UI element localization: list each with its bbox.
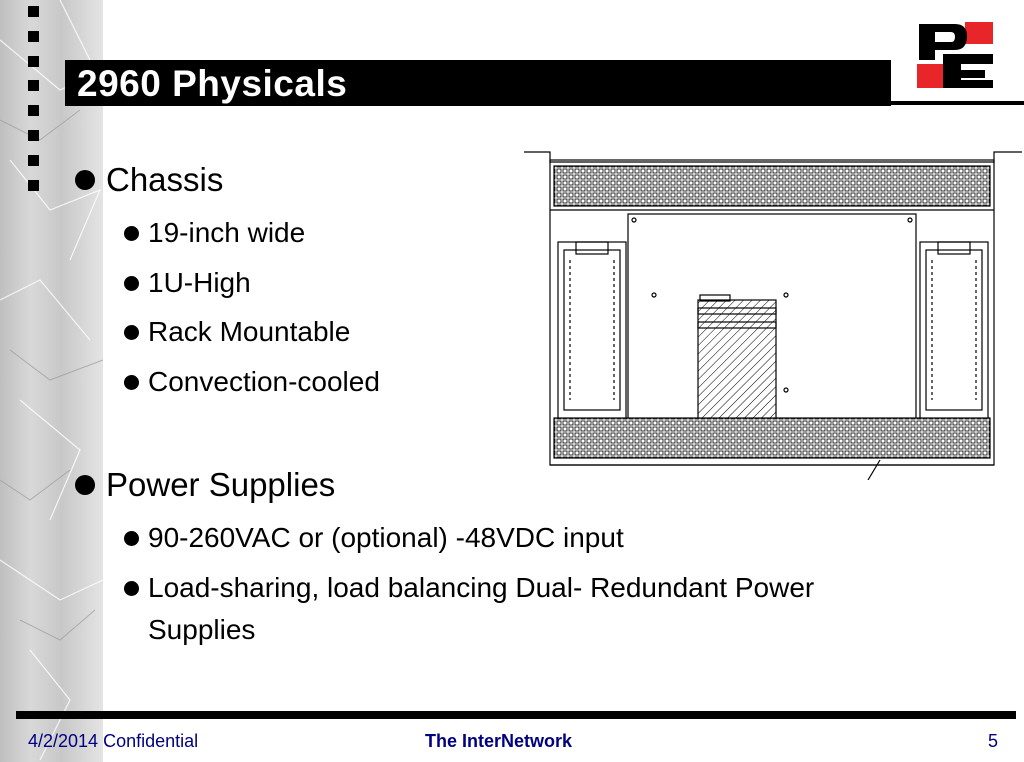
bullet-square — [28, 130, 39, 141]
section-heading: Chassis — [106, 161, 224, 198]
bullet-square — [28, 56, 39, 67]
page-number: 5 — [988, 731, 999, 751]
list-item — [124, 517, 884, 559]
list-item-text: 19-inch wide — [148, 217, 306, 248]
chassis-diagram — [520, 150, 1024, 480]
bullet-square — [28, 80, 39, 91]
bullet-square — [28, 105, 39, 116]
bullet-dot — [124, 581, 139, 596]
bullet-square — [28, 31, 39, 42]
bullet-dot — [124, 325, 139, 340]
marble-sidebar — [0, 0, 103, 762]
bullet-dot — [75, 170, 95, 190]
footer-company: The InterNetwork — [425, 731, 573, 751]
list-item-text: Rack Mountable — [148, 316, 351, 347]
list-item-text: 1U-High — [148, 267, 251, 298]
bullet-square — [28, 155, 39, 166]
bullet-dot — [75, 475, 95, 495]
section-chassis — [75, 161, 223, 199]
title-underline — [891, 101, 1024, 105]
bullet-dot — [124, 531, 139, 546]
list-item-text: 90-260VAC or (optional) -48VDC input — [148, 522, 624, 553]
bullet-dot — [124, 276, 139, 291]
list-item-text: Load-sharing, load balancing Dual- Redundant Power Supplies — [148, 572, 815, 645]
list-item-text: Convection-cooled — [148, 366, 380, 397]
title-bar — [65, 60, 891, 106]
pe-logo — [915, 20, 995, 90]
footer-divider — [16, 711, 1016, 719]
list-item — [124, 567, 864, 651]
bullet-square — [28, 180, 39, 191]
bullet-square — [28, 6, 39, 17]
section-heading: Power Supplies — [106, 466, 336, 503]
section-power-supplies — [75, 466, 335, 504]
slide-title: 2960 Physicals — [77, 63, 348, 104]
bullet-dot — [124, 226, 139, 241]
footer-date-confidential: 4/2/2014 Confidential — [28, 731, 199, 751]
bullet-dot — [124, 375, 139, 390]
marble-texture — [0, 0, 103, 762]
